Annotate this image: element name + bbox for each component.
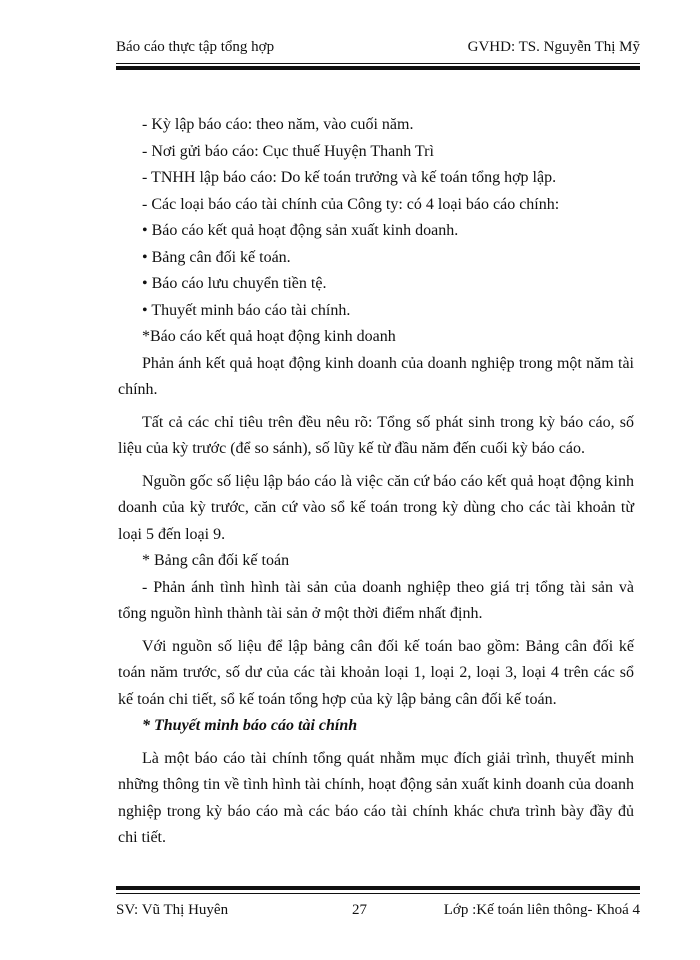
footer-class: Lớp :Kế toán liên thông- Khoá 4	[443, 902, 640, 918]
bullet-item: • Báo cáo lưu chuyển tiền tệ.	[142, 275, 327, 292]
paragraph: Với nguồn số liệu để lập bảng cân đối kế toán bao gồm: Bảng cân đối kế toán năm trước, số dư của các tài khoản loại 1, loại 2, loại 3, loại 4 trên các sổ kế toán chi tiết, sổ kế toán tổng hợp của kỳ lập bảng cân đối kế toán.	[118, 637, 634, 708]
body-line: - Kỳ lập báo cáo: theo năm, vào cuối năm.	[142, 116, 414, 133]
paragraph: Tất cả các chỉ tiêu trên đều nêu rõ: Tổng số phát sinh trong kỳ báo cáo, số liệu của kỳ trước (để so sánh), số lũy kế từ đầu năm đến cuối kỳ báo cáo.	[118, 413, 634, 457]
paragraph: - Phản ánh tình hình tài sản của doanh nghiệp theo giá trị tổng tài sản và tổng nguồn hình thành tài sản ở một thời điểm nhất định.	[118, 578, 634, 622]
paragraph: Phản ánh kết quả hoạt động kinh doanh của doanh nghiệp trong một năm tài chính.	[118, 354, 634, 398]
header-title: Báo cáo thực tập tổng hợp	[116, 39, 275, 55]
footer-student: SV: Vũ Thị Huyên	[116, 902, 229, 918]
page-header	[116, 38, 640, 56]
bullet-item: • Báo cáo kết quả hoạt động sản xuất kinh doanh.	[142, 222, 459, 239]
bullet-item: • Bảng cân đối kế toán.	[142, 248, 291, 266]
header-supervisor: GVHD: TS. Nguyễn Thị Mỹ	[467, 39, 640, 55]
page-number: 27	[352, 902, 367, 918]
body-line: - Nơi gửi báo cáo: Cục thuế Huyện Thanh Trì	[142, 142, 434, 160]
body-line: - Các loại báo cáo tài chính của Công ty: có 4 loại báo cáo chính:	[142, 195, 560, 213]
bullet-item: • Thuyết minh báo cáo tài chính.	[142, 301, 351, 319]
paragraph: Là một báo cáo tài chính tổng quát nhằm mục đích giải trình, thuyết minh những thông tin về tình hình tài chính, hoạt động sản xuất kinh doanh của doanh nghiệp trong kỳ báo cáo mà các báo cáo tài chính khác chưa trình bày đầy đủ chi tiết.	[118, 749, 634, 846]
page-body	[118, 112, 634, 852]
page-footer	[116, 901, 640, 919]
section-heading: * Bảng cân đối kế toán	[142, 552, 290, 569]
paragraph: Nguồn gốc số liệu lập báo cáo là việc căn cứ báo cáo kết quả hoạt động kinh doanh của kỳ trước, căn cứ vào sổ kế toán trong kỳ dùng cho các tài khoản từ loại 5 đến loại 9.	[118, 472, 634, 543]
section-heading-bold: * Thuyết minh báo cáo tài chính	[142, 717, 358, 734]
section-heading: *Báo cáo kết quả hoạt động kinh doanh	[142, 328, 396, 345]
header-rule-thick	[116, 66, 640, 70]
header-rule-thin	[116, 63, 640, 64]
footer-rule-thin	[116, 893, 640, 894]
footer-rule-thick	[116, 886, 640, 890]
body-line: - TNHH lập báo cáo: Do kế toán trưởng và kế toán tổng hợp lập.	[142, 169, 557, 186]
